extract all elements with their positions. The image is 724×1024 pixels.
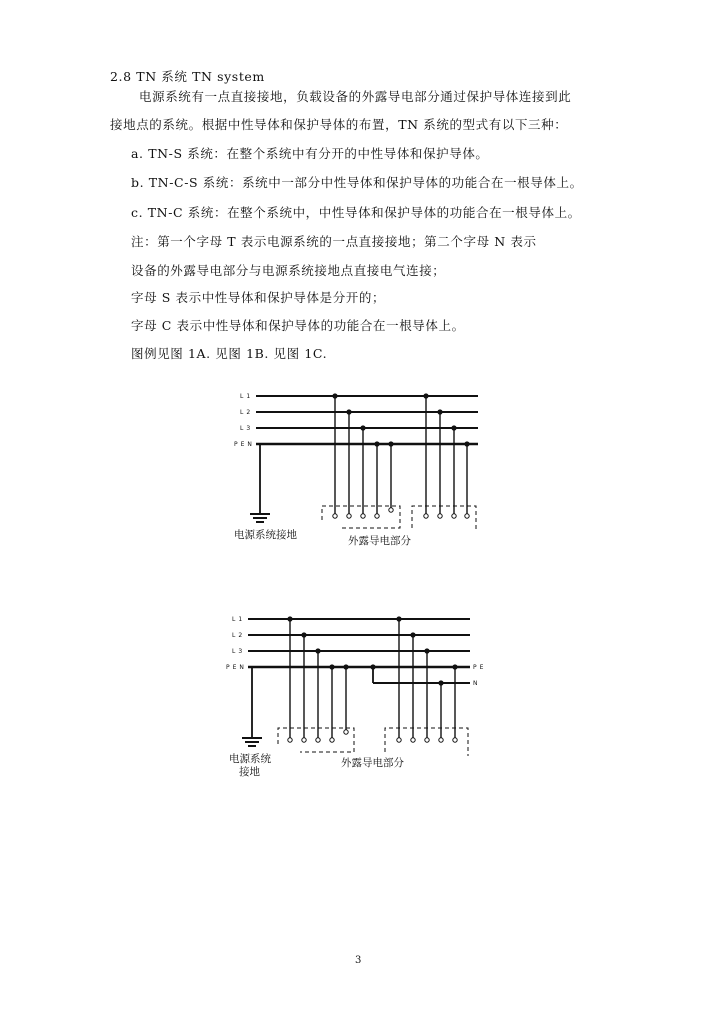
fig2-label-l3: L3 xyxy=(232,648,246,655)
paragraph-line-2: 接地点的系统。根据中性导体和保护导体的布置，TN 系统的型式有以下三种： xyxy=(110,117,568,132)
fig2-label-l1: L1 xyxy=(232,616,246,623)
fig1-parts-label: 外露导电部分 xyxy=(348,535,411,547)
fig2-ground-label-1: 电源系统 xyxy=(229,753,271,765)
fig2-parts-label: 外露导电部分 xyxy=(341,757,404,769)
note-line-3: 字母 S 表示中性导体和保护导体是分开的； xyxy=(131,290,386,305)
page-number: 3 xyxy=(355,955,362,966)
fig2-label-pen: PEN xyxy=(226,664,247,671)
note-line-1: 注：第一个字母 T 表示电源系统的一点直接接地；第二个字母 N 表示 xyxy=(131,234,537,249)
list-item-a: a. TN-S 系统：在整个系统中有分开的中性导体和保护导体。 xyxy=(131,146,489,161)
figure-reference: 图例见图 1A. 见图 1B. 见图 1C. xyxy=(131,346,328,361)
fig1-label-l1: L1 xyxy=(240,393,254,400)
fig2-label-pe: PE xyxy=(473,664,487,671)
fig1-label-pen: PEN xyxy=(234,441,255,448)
fig1-ground-label: 电源系统接地 xyxy=(234,529,297,541)
paragraph-line-1: 电源系统有一点直接接地，负载设备的外露导电部分通过保护导体连接到此 xyxy=(139,89,572,104)
note-line-4: 字母 C 表示中性导体和保护导体的功能合在一根导体上。 xyxy=(131,318,465,333)
fig2-label-n: N xyxy=(473,680,481,687)
fig1-ground-wire xyxy=(260,444,296,514)
list-item-c: c. TN-C 系统：在整个系统中，中性导体和保护导体的功能合在一根导体上。 xyxy=(131,205,581,220)
fig1-label-l3: L3 xyxy=(240,425,254,432)
note-line-2: 设备的外露导电部分与电源系统接地点直接电气连接； xyxy=(131,263,446,278)
fig2-label-l2: L2 xyxy=(232,632,246,639)
fig2-ground-wire xyxy=(252,667,290,738)
fig1-label-l2: L2 xyxy=(240,409,254,416)
list-item-b: b. TN-C-S 系统：系统中一部分中性导体和保护导体的功能合在一根导体上。 xyxy=(131,175,583,190)
fig2-ground-label-2: 接地 xyxy=(239,766,260,778)
section-heading: 2.8 TN 系统 TN system xyxy=(110,69,265,84)
